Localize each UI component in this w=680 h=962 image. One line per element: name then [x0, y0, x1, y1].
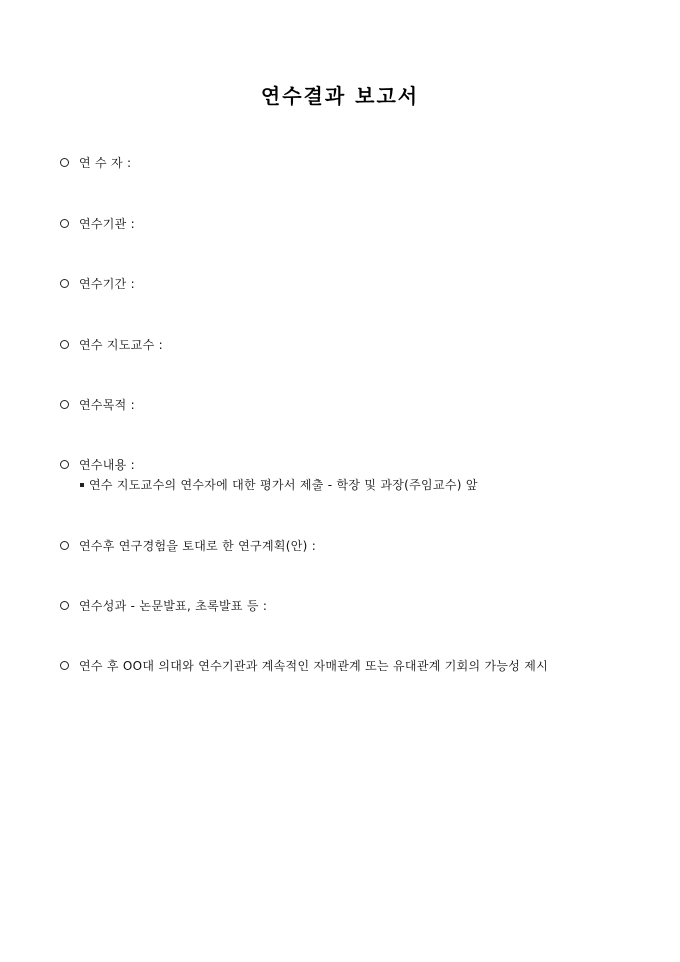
list-item-label: 연수 지도교수 : — [79, 338, 163, 352]
list-item-period — [60, 276, 135, 292]
circle-bullet-icon — [60, 541, 69, 550]
list-item-content — [60, 457, 135, 473]
list-item-label: 연 수 자 : — [79, 156, 132, 170]
sub-item-evaluation — [80, 477, 478, 493]
document-title: 연수결과 보고서 — [260, 84, 420, 108]
circle-bullet-icon — [60, 400, 69, 409]
list-item-label: 연수후 연구경험을 토대로 한 연구계획(안) : — [79, 539, 317, 553]
circle-bullet-icon — [60, 158, 69, 167]
circle-bullet-icon — [60, 340, 69, 349]
list-item-research-plan — [60, 538, 316, 554]
list-item-purpose — [60, 397, 135, 413]
list-item-label: 연수기간 : — [79, 277, 136, 291]
circle-bullet-icon — [60, 601, 69, 610]
list-item-label: 연수내용 : — [79, 458, 136, 472]
list-item-label: 연수성과 - 논문발표, 초록발표 등 : — [79, 599, 268, 613]
list-item-label: 연수 후 OO대 의대와 연수기관과 계속적인 자매관계 또는 유대관계 기회의 가능성 제시 — [79, 659, 549, 673]
list-item-institution — [60, 216, 135, 232]
sub-item-text: 연수 지도교수의 연수자에 대한 평가서 제출 - 학장 및 과장(주임교수) 앞 — [89, 478, 478, 492]
square-bullet-icon — [80, 483, 84, 487]
list-item-label: 연수기관 : — [79, 217, 136, 231]
circle-bullet-icon — [60, 661, 69, 670]
circle-bullet-icon — [60, 279, 69, 288]
list-item-relationship — [60, 658, 548, 674]
list-item-supervisor — [60, 337, 163, 353]
list-item-label: 연수목적 : — [79, 398, 136, 412]
list-item-trainee — [60, 155, 131, 171]
circle-bullet-icon — [60, 219, 69, 228]
circle-bullet-icon — [60, 460, 69, 469]
list-item-outcomes — [60, 598, 267, 614]
